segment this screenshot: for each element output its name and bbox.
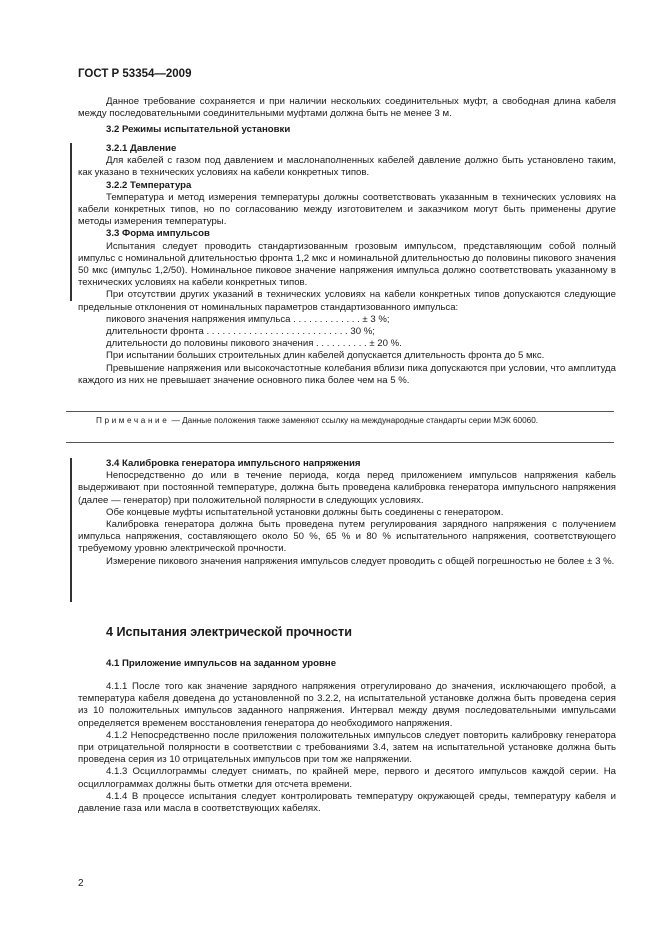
section-4-1-body [78, 681, 616, 815]
watermark-mark [356, 416, 412, 426]
tolerance-item-front: длительности фронта . . . . . . . . . . . . . . . . . . . . . . . . . . . 30 %; [106, 326, 375, 338]
section-3-4-heading: 3.4 Калибровка генератора импульсного напряжения [106, 458, 361, 469]
tolerance-item-half: длительности до половины пикового значения . . . . . . . . . . ± 20 %. [106, 338, 402, 350]
section-3-2-body [78, 143, 616, 387]
section-3-2-2-text: Температура и метод измерения температуры должны соответствовать указанным в технических условиях на кабели конкретных типов, но по согласованию между изготовителем и заказчиком могут быть применены другие методы измерения температуры. [78, 191, 616, 228]
clause-4-1-3: 4.1.3 Осциллограммы следует снимать, по крайней мере, первого и десятого импульсов каждой серии. На осциллограммах должны быть отметки для отсчета времени. [78, 766, 616, 790]
section-3-2-1-heading: 3.2.1 Давление [106, 143, 177, 154]
section-4-heading: 4 Испытания электрической прочности [106, 625, 352, 639]
note-label: Примечание [96, 416, 170, 425]
section-3-3-paragraph-3: При испытании больших строительных длин кабелей допускается длительность фронта до 5 мкс. [106, 350, 545, 362]
page-number: 2 [78, 878, 84, 889]
section-3-2 [78, 124, 616, 136]
section-3-4-paragraph-4: Измерение пикового значения напряжения импульсов следует проводить с общей погрешностью не более ± 3 %. [106, 555, 615, 567]
tolerance-item-peak: пикового значения напряжения импульса . . . . . . . . . . . . . ± 3 %; [106, 313, 390, 325]
section-3-3-paragraph-2: При отсутствии других указаний в технических условиях на кабели конкретных типов допускаются следующие предельные отклонения от номинальных параметров стандартизованного импульса: [78, 289, 616, 313]
section-3-2-heading: 3.2 Режимы испытательной установки [106, 124, 291, 135]
section-3-2-2-heading: 3.2.2 Температура [106, 179, 192, 191]
revision-bar-2 [70, 458, 72, 602]
document-code-header: ГОСТ Р 53354—2009 [78, 68, 192, 80]
intro-block [78, 96, 616, 120]
section-3-3-heading: 3.3 Форма импульсов [106, 228, 210, 240]
section-3-4-paragraph-3: Калибровка генератора должна быть проведена путем регулирования зарядного напряжения с получением импульса напряжения, составляющего около 50 %, 65 % и 80 % испытательного напряжения, соответствующего требуемому уровню электрической прочности. [78, 519, 616, 555]
section-3-4 [78, 458, 616, 568]
section-3-2-1-text: Для кабелей с газом под давлением и маслонаполненных кабелей давление должно быть установлено таким, как указано в технических условиях на кабели конкретных типов. [78, 155, 616, 179]
clause-4-1-1: 4.1.1 После того как значение зарядного напряжения отрегулировано до значения, исключающего пробой, а температура кабеля доведена до установленной по 3.2.2, на испытательной установке должна быть проведена серия из 10 положительных импульсов заданного напряжения. Интервал между двумя последовательными импульсами определяется временем восстановления генератора до необходимого напряжения. [78, 681, 616, 729]
intro-paragraph: Данное требование сохраняется и при наличии нескольких соединительных муфт, а свободная длина кабеля между последовательными соединительными муфтами должна быть не менее 3 м. [78, 96, 616, 120]
revision-bar-1 [70, 143, 72, 301]
section-4-1 [78, 658, 616, 670]
clause-4-1-4: 4.1.4 В процессе испытания следует контролировать температуру окружающей среды, температуру кабеля и давление газа или масла в соответствующих кабелях. [78, 790, 616, 815]
section-3-4-paragraph-2: Обе концевые муфты испытательной установки должны быть соединены с генератором. [106, 506, 504, 518]
clause-4-1-2: 4.1.2 Непосредственно после приложения положительных импульсов следует повторить калибровку генератора при отрицательной полярности в соответствии с требованиями 3.4, затем на испытательной установке должна быть проведена серия из 10 отрицательных импульсов при том же напряжении. [78, 729, 616, 766]
note-text [66, 412, 614, 427]
note-body: — Данные положения также заменяют ссылку на международные стандарты серии МЭК 60060. [171, 416, 539, 425]
section-4-1-heading: 4.1 Приложение импульсов на заданном уровне [106, 658, 337, 669]
note-box [66, 411, 614, 443]
section-3-4-paragraph-1: Непосредственно до или в течение периода, когда перед приложением импульсов напряжения кабель выдерживают при постоянной температуре, должна быть проведена калибровка генератора импульсного напряжения (далее — генератор) при положительной полярности в следующих условиях. [78, 470, 616, 506]
section-3-3-paragraph-1: Испытания следует проводить стандартизованным грозовым импульсом, представляющим собой полный импульс с номинальной длительностью фронта 1,2 мкс и номинальной длительностью до половины пикового значения 50 мкс (импульс 1,2/50). Номинальное пиковое значение напряжения импульса должно соответствовать указанному в технических условиях на кабели конкретных типов. [78, 240, 616, 289]
section-3-3-paragraph-4: Превышение напряжения или высокочастотные колебания вблизи пика допускаются при условии, что амплитуда каждого из них не превышает значение основного пика более чем на 5 %. [78, 362, 616, 386]
